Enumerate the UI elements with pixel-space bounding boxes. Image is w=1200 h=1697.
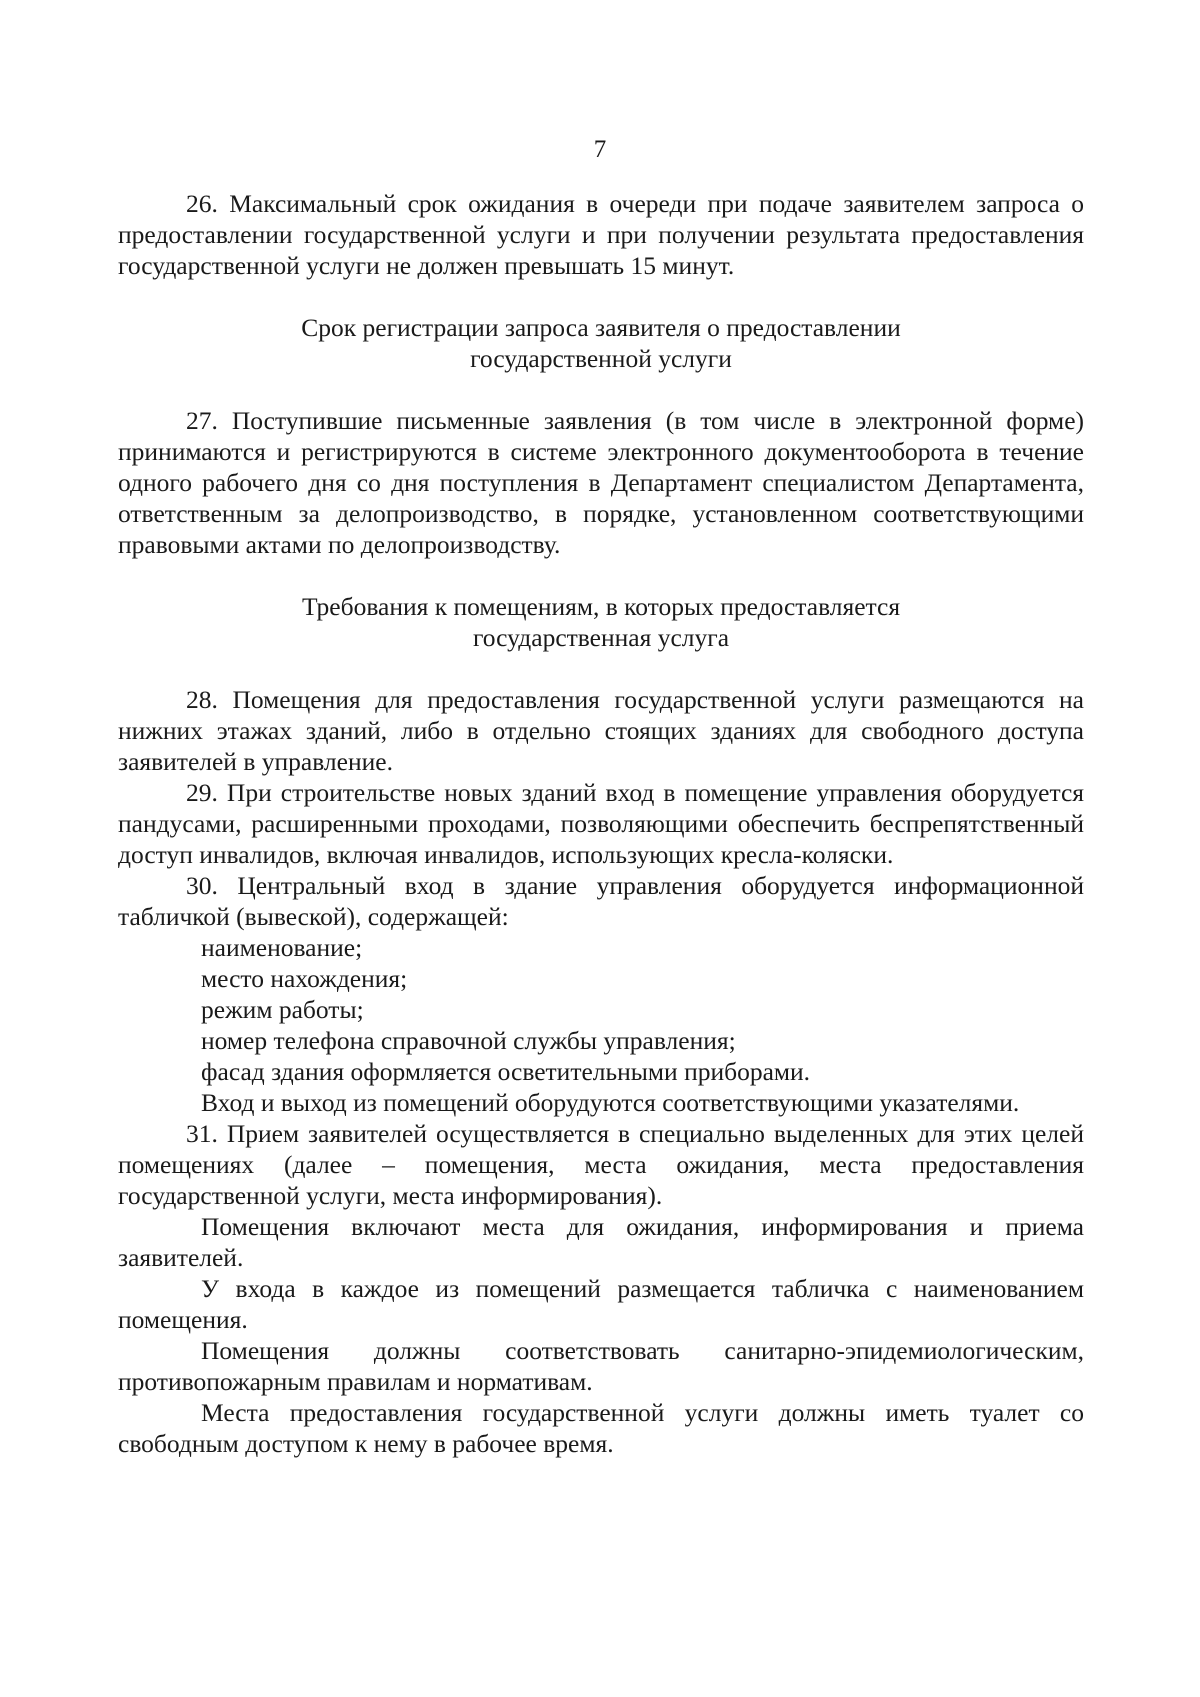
paragraph-31-norms: Помещения должны соответствовать санитарно-эпидемиологическим, противопожарным правилам и нормативам. [118, 1336, 1084, 1396]
heading-line: государственная услуга [472, 623, 730, 652]
section-heading-premises [118, 591, 1084, 653]
list-item: Вход и выход из помещений оборудуются соответствующими указателями. [201, 1088, 1020, 1117]
list-item: режим работы; [201, 995, 364, 1024]
list-item: фасад здания оформляется осветительными приборами. [201, 1057, 811, 1086]
list-item: наименование; [201, 933, 363, 962]
paragraph-28: 28. Помещения для предоставления государственной услуги размещаются на нижних этажах зданий, либо в отдельно стоящих зданиях для свободного доступа заявителей в управление. [118, 685, 1084, 776]
paragraph-27: 27. Поступившие письменные заявления (в том числе в электронной форме) принимаются и регистрируются в системе электронного документооборота в течение одного рабочего дня со дня поступления в Департамент специалистом Департамента, ответственным за делопроизводство, в порядке, установленном соответствующими правовыми актами по делопроизводству. [118, 406, 1084, 559]
document-body [118, 188, 1084, 1459]
paragraph-26: 26. Максимальный срок ожидания в очереди при подаче заявителем запроса о предоставлении государственной услуги и при получении результата предоставления государственной услуги не должен превышать 15 минут. [118, 189, 1084, 280]
list-item: место нахождения; [201, 964, 408, 993]
paragraph-29: 29. При строительстве новых зданий вход в помещение управления оборудуется пандусами, расширенными проходами, позволяющими обеспечить беспрепятственный доступ инвалидов, включая инвалидов, использующих кресла-коляски. [118, 778, 1084, 869]
heading-line: Срок регистрации запроса заявителя о предоставлении [301, 313, 901, 342]
paragraph-31-sign: У входа в каждое из помещений размещается табличка с наименованием помещения. [118, 1274, 1084, 1334]
paragraph-31-toilet: Места предоставления государственной услуги должны иметь туалет со свободным доступом к нему в рабочее время. [118, 1398, 1084, 1458]
section-heading-registration [118, 312, 1084, 374]
heading-line: Требования к помещениям, в которых предоставляется [301, 592, 901, 621]
heading-line: государственной услуги [470, 344, 732, 373]
paragraph-31: 31. Прием заявителей осуществляется в специально выделенных для этих целей помещениях (далее – помещения, места ожидания, места предоставления государственной услуги, места информирования). [118, 1119, 1084, 1210]
page-number: 7 [593, 136, 607, 163]
paragraph-31-premises: Помещения включают места для ожидания, информирования и приема заявителей. [118, 1212, 1084, 1272]
paragraph-30: 30. Центральный вход в здание управления оборудуется информационной табличкой (вывеской), содержащей: [118, 871, 1084, 931]
list-item: номер телефона справочной службы управления; [201, 1026, 736, 1055]
